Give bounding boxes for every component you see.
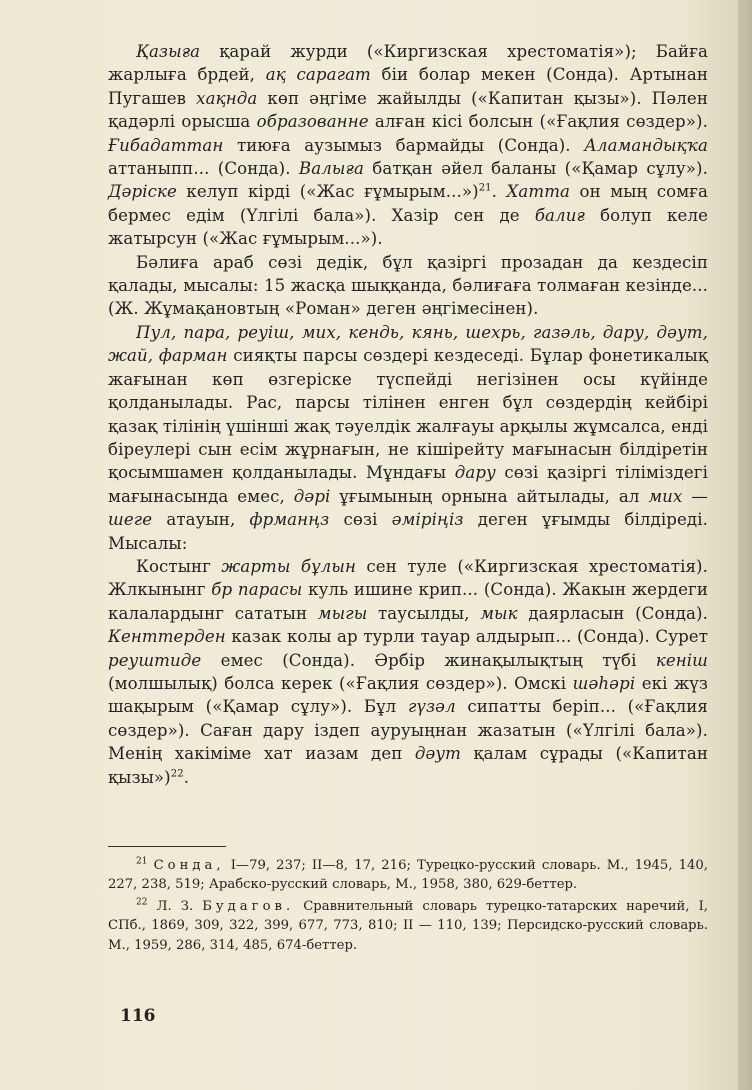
italic-word: Дәріске (108, 182, 177, 202)
text-run: куль ишине крип... (Сонда). Жакын жердеги калалардынг сататын (108, 580, 708, 623)
text-run: (молшылық) болса керек («Ғақлия сөздер»). Омскі (108, 673, 573, 693)
italic-word: шеге (108, 510, 153, 530)
footnote-number: 22 (136, 897, 148, 908)
footnote-divider (108, 846, 226, 847)
text-run: қалам сұрады («Капитан қызы») (108, 744, 708, 787)
text-run: батқан әйел баланы («Қамар сұлу»). (363, 159, 708, 179)
italic-word: Кенттерден (108, 627, 226, 647)
italic-word: мыгы (317, 603, 368, 623)
italic-word: гүзәл (407, 697, 456, 717)
text-run: келуп кірді («Жас ғұмырым...») (176, 182, 479, 202)
text-run: он мың сомға бермес едім (Үлгілі бала»). Хазір сен де (108, 182, 709, 225)
text-run: . (491, 182, 507, 202)
text-run: Костынг (136, 556, 222, 576)
text-run: тиюға аузымыз бармайды (Сонда). (223, 135, 585, 155)
paragraph-4 (108, 555, 708, 789)
footnote-21 (108, 856, 708, 895)
footnote-ref: 22 (170, 768, 184, 780)
italic-word: Аламандықҡа (584, 135, 708, 155)
footnote-ref: 21 (478, 182, 492, 194)
text-run: — (682, 486, 709, 506)
text-run: атауын, (152, 510, 250, 530)
italic-word: мык (480, 603, 518, 623)
page-edge (738, 0, 752, 1090)
italic-word: фрманңз (249, 510, 330, 530)
text-run: сөзі (329, 510, 392, 530)
text-run: емес (Сонда). Әрбір жинақылықтың түбі (201, 650, 656, 670)
text-run: таусылды, (367, 603, 481, 623)
italic-word: ақ сарагат (265, 65, 371, 85)
footnote-initials: Л. З. (156, 898, 203, 914)
paragraph-2: Бәлиға араб сөзі дедік, бұл қазіргі прозадан да кездесіп қалады, мысалы: 15 жасқа шыққанда, бәлиғаға толмаған кезінде... (Ж. Жұмақановтың «Роман» деген әңгімесінен). (108, 252, 708, 319)
text-run: сияқты парсы сөздері кездеседі. Бұлар фонетикалық жағынан көп өзгеріске түспейді негізінен осы күйінде қолданылады. Рас, парсы тілінен енген бұл сөздердің кейбірі қазақ тілінің үшінші жақ тәуелдік жалғауы арқылы жұмсалса, енді біреулері сын есім жұрнағын, не кішірейту мағынасын білдіретін қосымшамен қолданылады. Мұндағы (108, 346, 708, 483)
italic-word: дәут (414, 744, 461, 764)
text-run: екі жүз шақырым («Қамар сұлу»). Бұл (108, 673, 708, 717)
italic-word: Пул, пара, реуіш, мих, кендь, кянь, шехрь, газәль, дару, дәут, жай, фарман (108, 322, 708, 366)
italic-word: Валыға (298, 159, 364, 179)
text-run: сен туле («Киргизская хрестоматія). Жлкынынг (108, 556, 708, 600)
italic-word: Хатта (506, 182, 571, 202)
text-run: көп әңгіме жайылды («Капитан қызы»). Пәлен қадәрлі орысша (108, 88, 708, 132)
italic-word: дәрі (293, 486, 331, 506)
footnote-text: I—79, 237; II—8, 17, 216; Турецко-русский словарь. М., 1945, 140, 227, 238, 519; Арабско-русский словарь, М., 1958, 380, 629-беттер. (108, 858, 708, 893)
italic-word: дару (454, 463, 496, 483)
text-run: алған кісі болсын («Ғақлия сөздер»). (368, 112, 708, 132)
paragraph-1 (108, 40, 708, 251)
italic-word: жарты бұлын (221, 556, 356, 576)
footnote-text: Сравнительный словарь турецко-татарских наречий, I, СПб., 1869, 309, 322, 399, 677, 773, 810; II — 110, 139; Персидско-русский словарь. М., 1959, 286, 314, 485, 674-беттер. (108, 898, 708, 953)
italic-word: бр парасы (211, 580, 303, 600)
footnote-number: 21 (136, 856, 148, 867)
italic-word: шәһәрі (572, 673, 636, 693)
italic-word: балиғ (534, 205, 585, 225)
text-run: даярласын (Сонда). (517, 603, 708, 623)
text-run: ұғымының орнына айтылады, ал (330, 486, 649, 506)
text-run: болуп келе жатырсун («Жас ғұмырым...»). (108, 205, 708, 249)
text-run: қарай журди («Киргизская хрестоматія»); Байға жарлыға брдей, (108, 42, 708, 85)
text-run: деген ұғымды білдіреді. Мысалы: (108, 510, 708, 553)
italic-word: Ғибадаттан (108, 135, 224, 155)
text-run: . (183, 767, 190, 787)
paragraph-3 (108, 321, 708, 555)
footnote-22 (108, 897, 708, 955)
page-number: 116 (120, 1006, 156, 1026)
main-text (108, 40, 708, 789)
italic-word: хақнда (196, 88, 258, 108)
footnotes (108, 856, 708, 957)
text-run: сөзі қазіргі тіліміздегі мағынасында емес, (108, 463, 708, 506)
italic-word: образованне (256, 112, 369, 132)
italic-word: әміріңіз (391, 510, 464, 530)
italic-word: Қазыға (136, 42, 201, 61)
italic-word: кеніш (655, 650, 708, 670)
text-run: казак колы ар турли тауар алдырып... (Сонда). Сурет (225, 627, 708, 647)
italic-word: реуштиде (108, 650, 202, 670)
text-run: сипатты беріп... («Ғақлия сөздер»). Саған дару іздеп ауруыңнан жазатын («Үлгілі бала»). Менің хакіміме хат иазам деп (108, 697, 708, 764)
text-run: біи болар мекен (Сонда). Артынан Пугашев (108, 65, 708, 108)
italic-word: мих (648, 486, 683, 506)
footnote-author: Будагов. (202, 898, 295, 914)
footnote-source: Сонда, (153, 858, 225, 873)
text-run: аттаныпп... (Сонда). (108, 159, 299, 179)
